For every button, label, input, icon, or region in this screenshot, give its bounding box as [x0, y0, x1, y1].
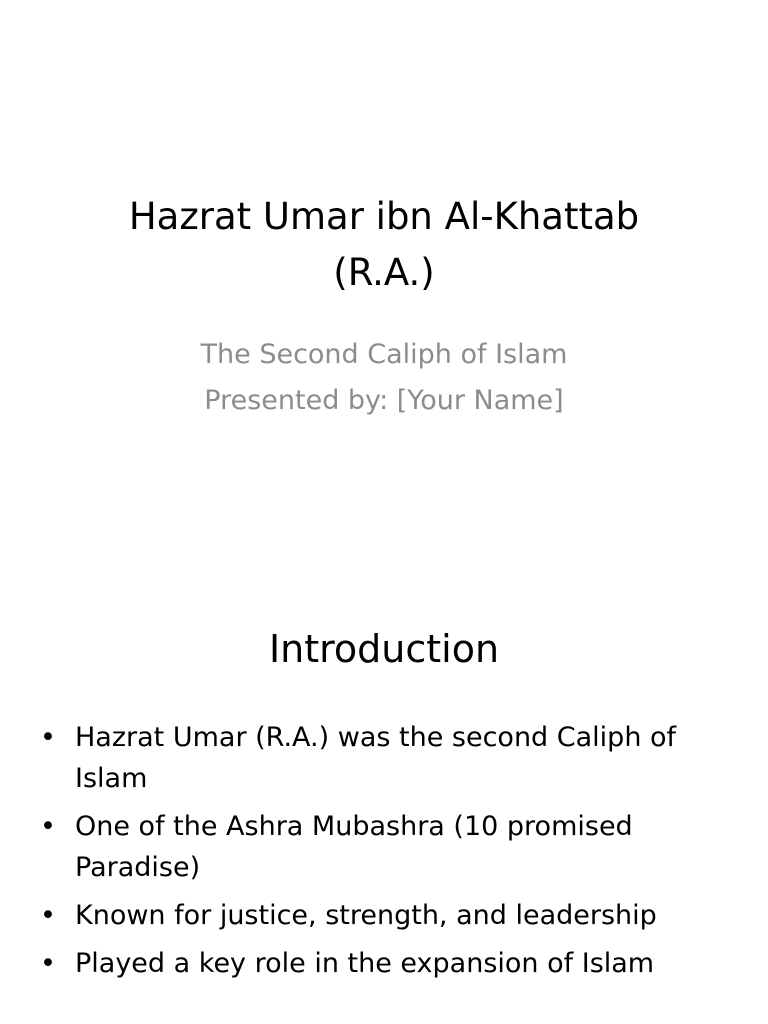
- introduction-title: Introduction: [268, 627, 500, 671]
- bullet-item: [40, 806, 730, 888]
- bullet-text: One of the Ashra Mubashra (10 promised Paradise): [75, 811, 633, 883]
- bullet-dot-icon: •: [40, 722, 56, 753]
- introduction-slide: [0, 512, 768, 1024]
- bullet-dot-icon: •: [40, 900, 56, 931]
- bullet-text: Played a key role in the expansion of Islam: [75, 948, 655, 979]
- slide-title-line-1: Hazrat Umar ibn Al-Khattab: [128, 195, 640, 238]
- bullet-item: [40, 943, 730, 984]
- bullet-dot-icon: •: [40, 948, 56, 979]
- bullet-list: [40, 717, 730, 991]
- slide-subtitle: [60, 332, 708, 424]
- subtitle-line-2: Presented by: [Your Name]: [204, 385, 564, 416]
- bullet-text: Known for justice, strength, and leadership: [75, 900, 657, 931]
- bullet-dot-icon: •: [40, 811, 56, 842]
- bullet-item: [40, 717, 730, 799]
- bullet-text: Hazrat Umar (R.A.) was the second Caliph of Islam: [75, 722, 677, 794]
- slide-title-line-2: (R.A.): [333, 251, 435, 294]
- subtitle-line-1: The Second Caliph of Islam: [200, 339, 568, 370]
- bullet-item: [40, 895, 730, 936]
- slide-title: [60, 189, 708, 301]
